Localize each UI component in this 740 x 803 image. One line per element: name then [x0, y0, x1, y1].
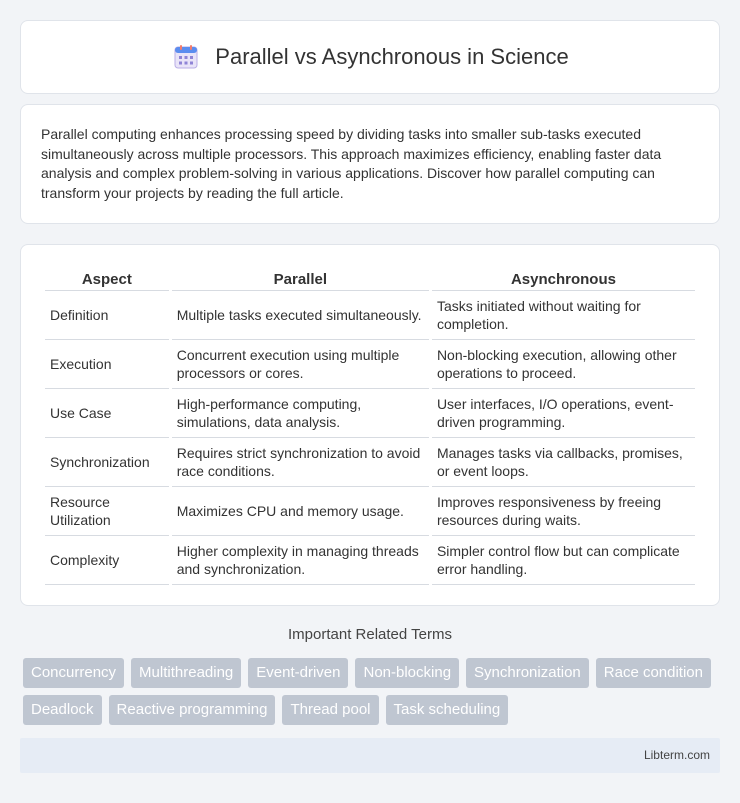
- table-row: [45, 536, 695, 585]
- aspect-cell: Definition: [45, 291, 169, 340]
- aspect-cell: Use Case: [45, 389, 169, 438]
- table-header-row: [45, 265, 695, 291]
- table-row: [45, 487, 695, 536]
- intro-paragraph: Parallel computing enhances processing speed by dividing tasks into smaller sub-tasks executed simultaneously across multiple processors. This approach maximizes efficiency, enabling faster data analysis and complex problem-solving in various applications. Discover how parallel computing can transform your projects by reading the full article.: [41, 126, 662, 201]
- parallel-cell: Higher complexity in managing threads and synchronization.: [172, 536, 429, 585]
- parallel-cell: Maximizes CPU and memory usage.: [172, 487, 429, 536]
- table-row: [45, 291, 695, 340]
- asynchronous-cell: Improves responsiveness by freeing resources during waits.: [432, 487, 695, 536]
- tag-concurrency[interactable]: Concurrency: [23, 658, 124, 688]
- asynchronous-cell: Tasks initiated without waiting for completion.: [432, 291, 695, 340]
- footer: [20, 738, 720, 773]
- tag-thread-pool[interactable]: Thread pool: [282, 695, 378, 725]
- comparison-card: [20, 244, 720, 606]
- tag-race-condition[interactable]: Race condition: [596, 658, 711, 688]
- tag-non-blocking[interactable]: Non-blocking: [355, 658, 459, 688]
- intro-card: [20, 104, 720, 224]
- parallel-cell: Concurrent execution using multiple processors or cores.: [172, 340, 429, 389]
- column-header-parallel: Parallel: [172, 265, 429, 291]
- asynchronous-cell: Non-blocking execution, allowing other operations to proceed.: [432, 340, 695, 389]
- page-title: Parallel vs Asynchronous in Science: [215, 44, 569, 69]
- tag-deadlock[interactable]: Deadlock: [23, 695, 102, 725]
- asynchronous-cell: User interfaces, I/O operations, event-driven programming.: [432, 389, 695, 438]
- aspect-cell: Synchronization: [45, 438, 169, 487]
- asynchronous-cell: Manages tasks via callbacks, promises, or event loops.: [432, 438, 695, 487]
- tag-reactive-programming[interactable]: Reactive programming: [109, 695, 276, 725]
- aspect-cell: Execution: [45, 340, 169, 389]
- tag-synchronization[interactable]: Synchronization: [466, 658, 589, 688]
- table-row: [45, 340, 695, 389]
- tag-multithreading[interactable]: Multithreading: [131, 658, 241, 688]
- aspect-cell: Resource Utilization: [45, 487, 169, 536]
- column-header-aspect: Aspect: [45, 265, 169, 291]
- parallel-cell: High-performance computing, simulations, data analysis.: [172, 389, 429, 438]
- calendar-icon: [171, 42, 201, 72]
- header-card: [20, 20, 720, 94]
- table-row: [45, 389, 695, 438]
- related-terms-list: [23, 658, 723, 725]
- parallel-cell: Requires strict synchronization to avoid race conditions.: [172, 438, 429, 487]
- tag-event-driven[interactable]: Event-driven: [248, 658, 348, 688]
- tag-task-scheduling[interactable]: Task scheduling: [386, 695, 509, 725]
- footer-site-link[interactable]: Libterm.com: [643, 748, 710, 762]
- parallel-cell: Multiple tasks executed simultaneously.: [172, 291, 429, 340]
- aspect-cell: Complexity: [45, 536, 169, 585]
- asynchronous-cell: Simpler control flow but can complicate error handling.: [432, 536, 695, 585]
- comparison-table: [42, 265, 698, 585]
- table-row: [45, 438, 695, 487]
- related-terms-title: Important Related Terms: [288, 626, 452, 643]
- column-header-asynchronous: Asynchronous: [432, 265, 695, 291]
